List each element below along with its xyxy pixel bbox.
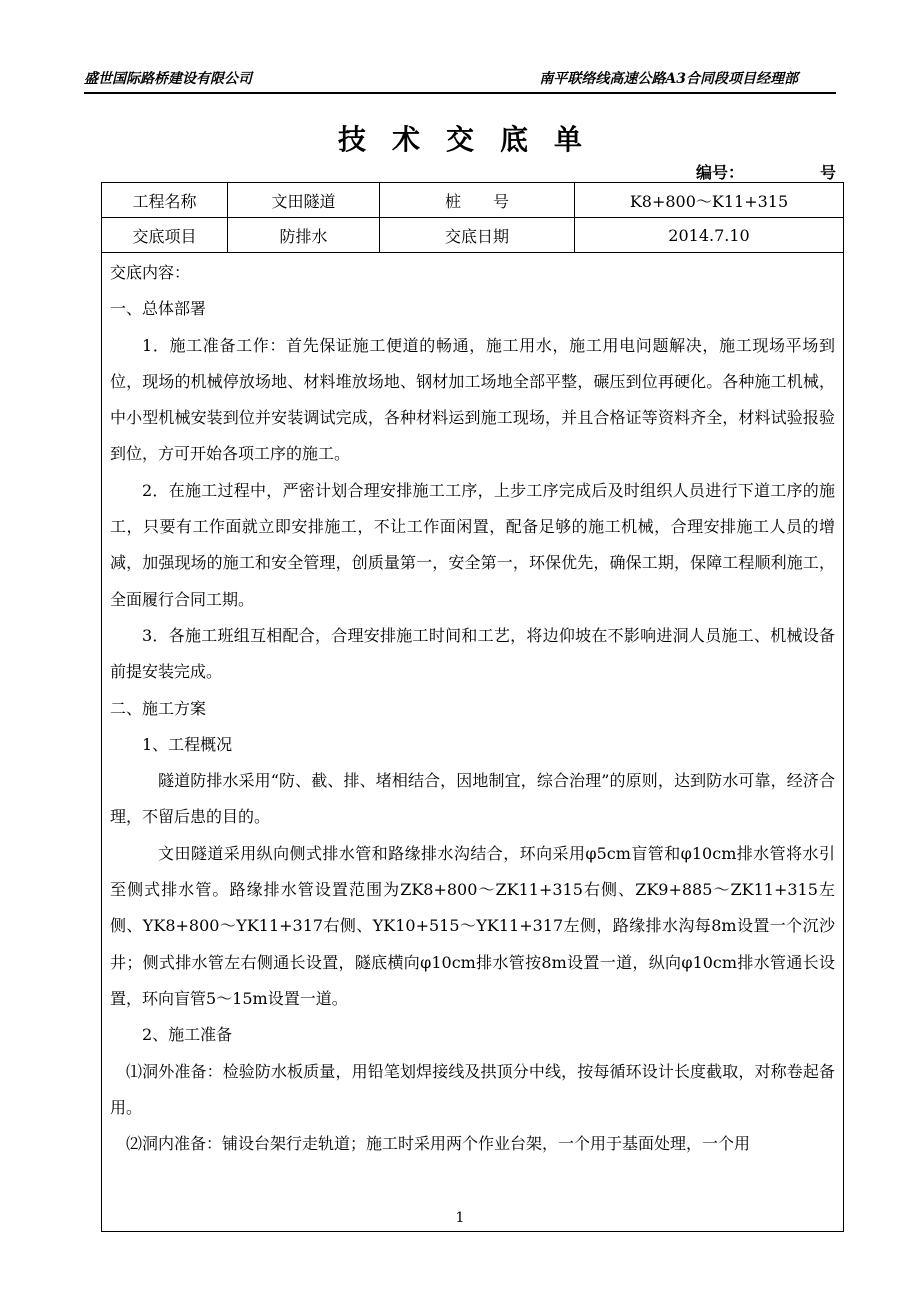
table-row <box>102 183 844 218</box>
disclosure-table <box>101 182 844 1232</box>
document-number-suffix: 号 <box>819 163 836 182</box>
table-row <box>102 218 844 253</box>
disclosure-date-label: 交底日期 <box>380 218 575 253</box>
disclosure-content <box>102 253 843 1162</box>
project-department: 南平联络线高速公路A3合同段项目经理部 <box>539 71 798 87</box>
page-number: 1 <box>455 1210 465 1226</box>
document-number-label: 编号： <box>695 163 744 182</box>
disclosure-date-value: 2014.7.10 <box>575 218 844 253</box>
station-value: K8+800～K11+315 <box>575 183 844 218</box>
section-1-title: 一、总体部署 <box>110 299 207 319</box>
disclosure-content-cell <box>102 253 844 1232</box>
content-heading: 交底内容： <box>110 263 191 282</box>
paragraph: 文田隧道采用纵向侧式排水管和路缘排水沟结合，环向采用φ5cm盲管和φ10cm排水管将水引至侧式排水管。路缘排水管设置范围为ZK8+800～ZK11+315右侧、ZK9+885～ZK11+315左侧、YK8+800～YK11+317右侧、YK10+515～YK11+317左侧，路缘排水沟每8m设置一个沉沙井；侧式排水管左右侧通长设置，隧底横向φ10cm排水管按8m设置一道，纵向φ10cm排水管通长设置，环向盲管5～15m设置一道。 <box>110 843 835 1008</box>
disclosure-item-label: 交底项目 <box>102 218 228 253</box>
paragraph: 隧道防排水采用“防、截、排、堵相结合，因地制宜，综合治理”的原则，达到防水可靠，经济合理，不留后患的目的。 <box>110 771 835 827</box>
paragraph: ⑴洞外准备：检验防水板质量，用铅笔划焊接线及拱顶分中线，按每循环设计长度截取，对称卷起备用。 <box>110 1061 835 1117</box>
disclosure-item-value: 防排水 <box>228 218 380 253</box>
table-row <box>102 253 844 1232</box>
station-label: 桩 号 <box>380 183 575 218</box>
running-header <box>84 64 836 94</box>
document-number <box>696 160 836 183</box>
paragraph: 3．各施工班组互相配合，合理安排施工时间和工艺，将边仰坡在不影响进洞人员施工、机械设备 前提安装完成。 <box>110 625 835 682</box>
paragraph: ⑵洞内准备：铺设台架行走轨道；施工时采用两个作业台架，一个用于基面处理，一个用 <box>126 1134 751 1154</box>
project-name-label: 工程名称 <box>102 183 228 218</box>
document-number-field[interactable] <box>746 166 818 183</box>
company-name: 盛世国际路桥建设有限公司 <box>84 71 252 87</box>
document-title: 技术交底单 <box>337 123 608 156</box>
subsection-1-title: 1、工程概况 <box>142 734 233 754</box>
paragraph: 2．在施工过程中，严密计划合理安排施工工序，上步工序完成后及时组织人员进行下道工序的施工，只要有工作面就立即安排施工，不让工作面闲置，配备足够的施工机械，合理安排施工人员的增减，加强现场的施工和安全管理，创质量第一，安全第一，环保优先，确保工期，保障工程顺利施工，全面履行合同工期。 <box>110 480 835 609</box>
paragraph: 1．施工准备工作：首先保证施工便道的畅通，施工用水，施工用电问题解决，施工现场平场到位，现场的机械停放场地、材料堆放场地、钢材加工场地全部平整，碾压到位再硬化。各种施工机械，中小型机械安装到位并安装调试完成，各种材料运到施工现场，并且合格证等资料齐全，材料试验报验到位，方可开始各项工序的施工。 <box>110 335 835 464</box>
section-2-title: 二、施工方案 <box>110 698 207 718</box>
project-name-value: 文田隧道 <box>228 183 380 218</box>
subsection-2-title: 2、施工准备 <box>142 1025 233 1045</box>
